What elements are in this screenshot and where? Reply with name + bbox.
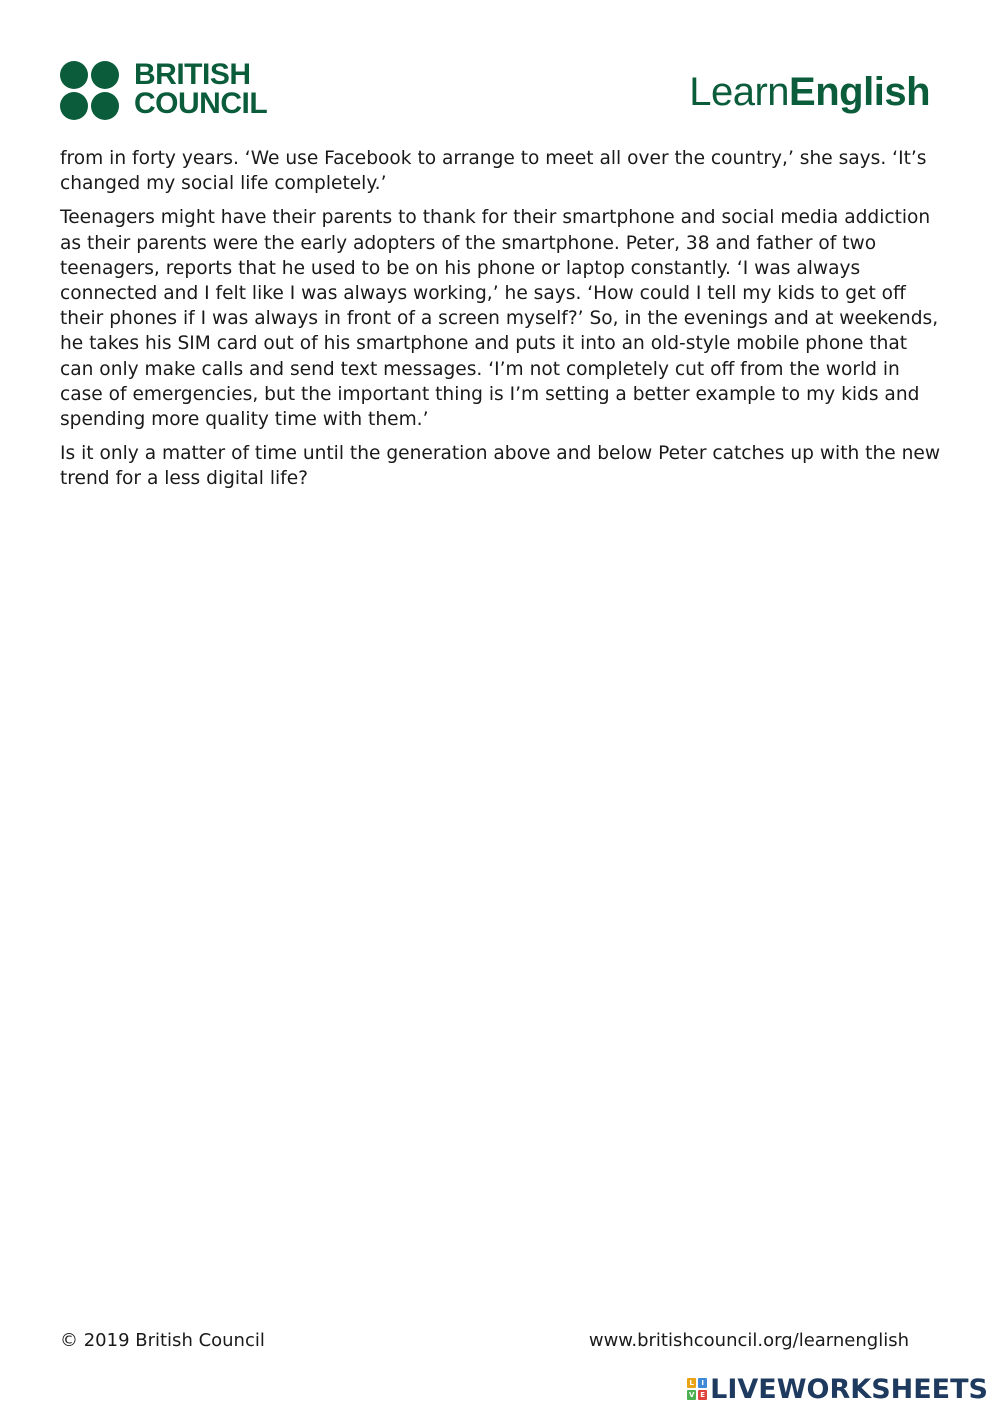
learnenglish-learn: Learn <box>689 70 790 114</box>
learnenglish-english: English <box>789 70 930 114</box>
learnenglish-logo <box>689 70 930 115</box>
paragraph-2: Teenagers might have their parents to thank for their smartphone and social media addiction as their parents were the early adopters of the smartphone. Peter, 38 and father of two teenagers, reports that he used to be on his phone or laptop constantly. ‘I was always connected and I felt like I was always working,’ he says. ‘How could I tell my kids to get off their phones if I was always in front of a screen myself?’ So, in the evenings and at weekends, he takes his SIM card out of his smartphone and puts it into an old-style mobile phone that can only make calls and send text messages. ‘I’m not completely cut off from the world in case of emergencies, but the important thing is I’m setting a better example to my kids and spending more quality time with them.’ <box>60 207 939 431</box>
liveworksheets-icon <box>687 1378 707 1400</box>
copyright-text: © 2019 British Council <box>60 1330 265 1351</box>
british-council-line2: COUNCIL <box>134 87 268 120</box>
paragraph-1: from in forty years. ‘We use Facebook to arrange to meet all over the country,’ she says. ‘It’s changed my social life completely.’ <box>60 148 927 195</box>
lw-icon-e: E <box>698 1390 707 1400</box>
article-body <box>60 146 945 501</box>
lw-icon-i: I <box>698 1378 707 1388</box>
british-council-logo <box>60 60 275 122</box>
paragraph-3: Is it only a matter of time until the generation above and below Peter catches up with the new trend for a less digital life? <box>60 443 941 490</box>
british-council-line1: BRITISH <box>134 58 251 91</box>
footer-url: www.britishcouncil.org/learnenglish <box>588 1330 909 1351</box>
liveworksheets-text: LIVEWORKSHEETS <box>710 1373 988 1405</box>
british-council-dots-icon <box>60 60 130 122</box>
liveworksheets-watermark <box>687 1373 988 1405</box>
lw-icon-l: L <box>687 1378 696 1388</box>
lw-icon-v: V <box>688 1391 695 1399</box>
british-council-wordmark <box>134 60 267 118</box>
